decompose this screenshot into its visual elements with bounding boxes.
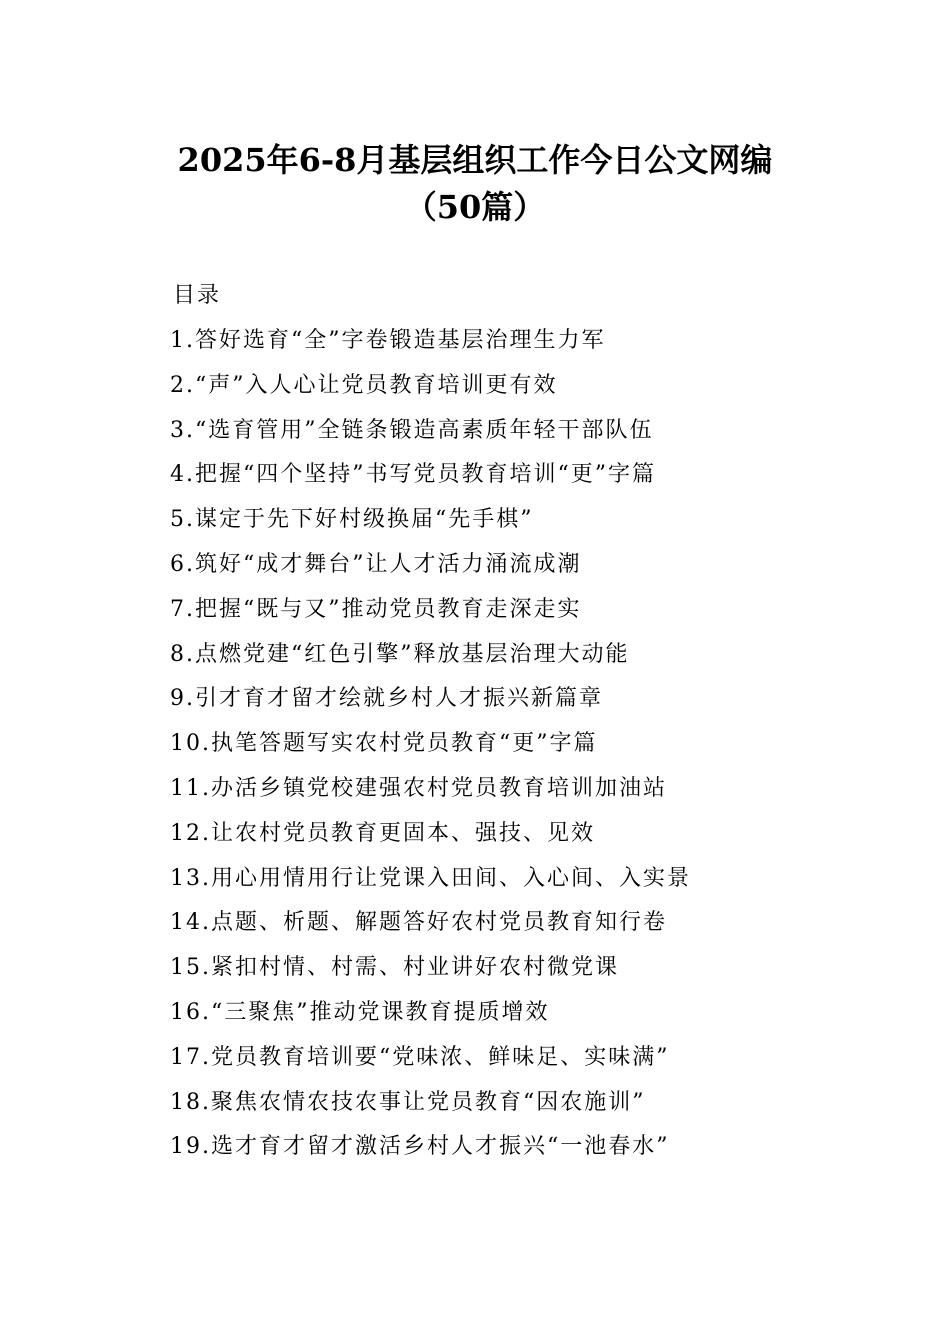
document-title: 2025年6-8月基层组织工作今日公文网编: [177, 141, 773, 179]
toc-item: 13.用心用情用行让党课入田间、入心间、入实景: [170, 865, 691, 891]
toc-heading: 目录: [173, 283, 222, 308]
toc-item: 4.把握“四个坚持”书写党员教育培训“更”字篇: [170, 462, 656, 488]
toc-item: 9.引才育才留才绘就乡村人才振兴新篇章: [170, 686, 603, 712]
toc-item: 6.筑好“成才舞台”让人才活力涌流成潮: [170, 551, 582, 577]
toc-item: 7.把握“既与又”推动党员教育走深走实: [170, 596, 582, 622]
table-of-contents: [170, 325, 691, 1176]
toc-item: 17.党员教育培训要“党味浓、鲜味足、实味满”: [170, 1044, 670, 1070]
toc-item: 3.“选育管用”全链条锻造高素质年轻干部队伍: [170, 417, 654, 443]
toc-item: 18.聚焦农情农技农事让党员教育“因农施训”: [170, 1089, 646, 1115]
toc-item: 16.“三聚焦”推动党课教育提质增效: [170, 999, 550, 1025]
document-subtitle: （50篇）: [404, 188, 546, 226]
toc-item: 15.紧扣村情、村需、村业讲好农村微党课: [170, 955, 619, 981]
toc-item: 11.办活乡镇党校建强农村党员教育培训加油站: [170, 775, 667, 801]
toc-item: 14.点题、析题、解题答好农村党员教育知行卷: [170, 910, 667, 936]
toc-item: 2.“声”入人心让党员教育培训更有效: [170, 372, 558, 398]
toc-item: 19.选才育才留才激活乡村人才振兴“一池春水”: [170, 1134, 670, 1160]
toc-item: 12.让农村党员教育更固本、强技、见效: [170, 820, 595, 846]
toc-item: 10.执笔答题写实农村党员教育“更”字篇: [170, 731, 598, 757]
toc-item: 8.点燃党建“红色引擎”释放基层治理大动能: [170, 641, 630, 667]
toc-item: 5.谋定于先下好村级换届“先手棋”: [170, 507, 534, 533]
toc-item: 1.答好选育“全”字卷锻造基层治理生力军: [170, 328, 606, 353]
